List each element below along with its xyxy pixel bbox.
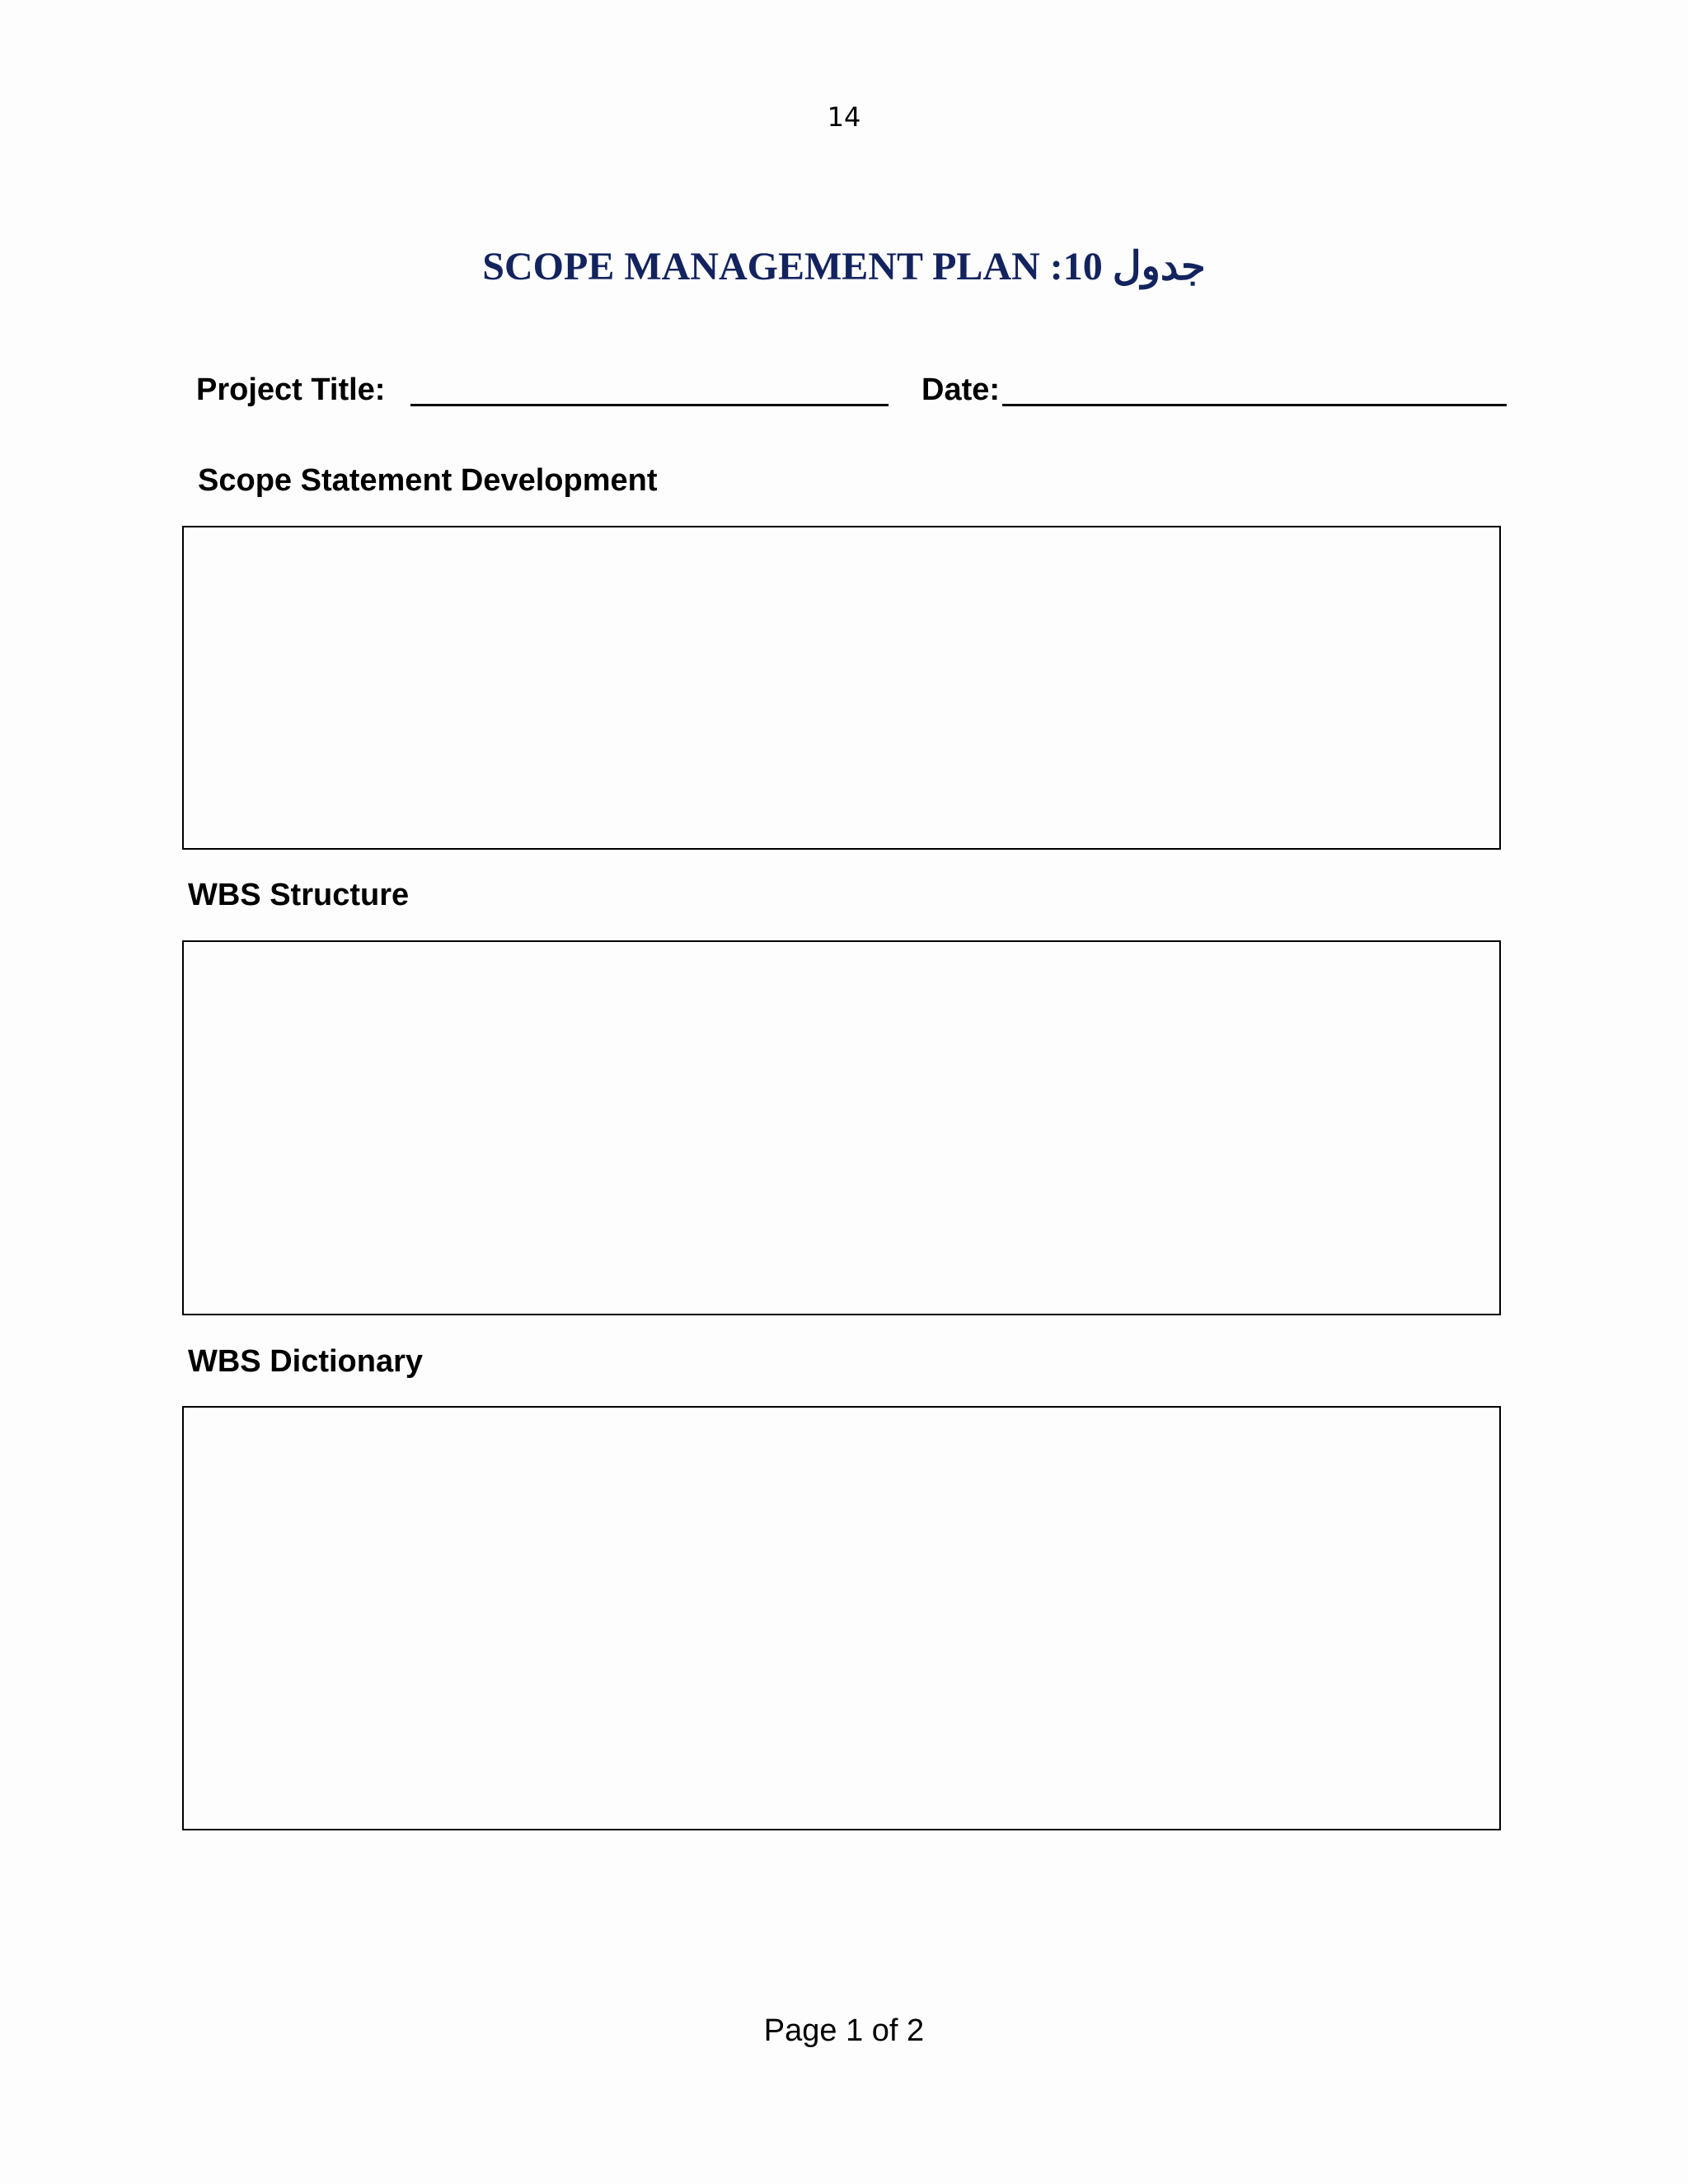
scope-statement-box[interactable] [182,526,1501,850]
project-title-label: Project Title: [196,373,386,407]
wbs-structure-box[interactable] [182,940,1501,1315]
page-number: 14 [827,101,861,133]
page-title: جدول 10: SCOPE MANAGEMENT PLAN [482,245,1206,288]
wbs-dictionary-box[interactable] [182,1406,1501,1830]
wbs-dictionary-heading: WBS Dictionary [188,1344,424,1379]
page-indicator: Page 1 of 2 [763,2013,925,2048]
date-field[interactable] [1002,404,1507,406]
wbs-structure-heading: WBS Structure [188,878,410,912]
scope-statement-heading: Scope Statement Development [198,463,658,498]
date-label: Date: [921,373,1001,407]
project-title-field[interactable] [410,404,889,406]
